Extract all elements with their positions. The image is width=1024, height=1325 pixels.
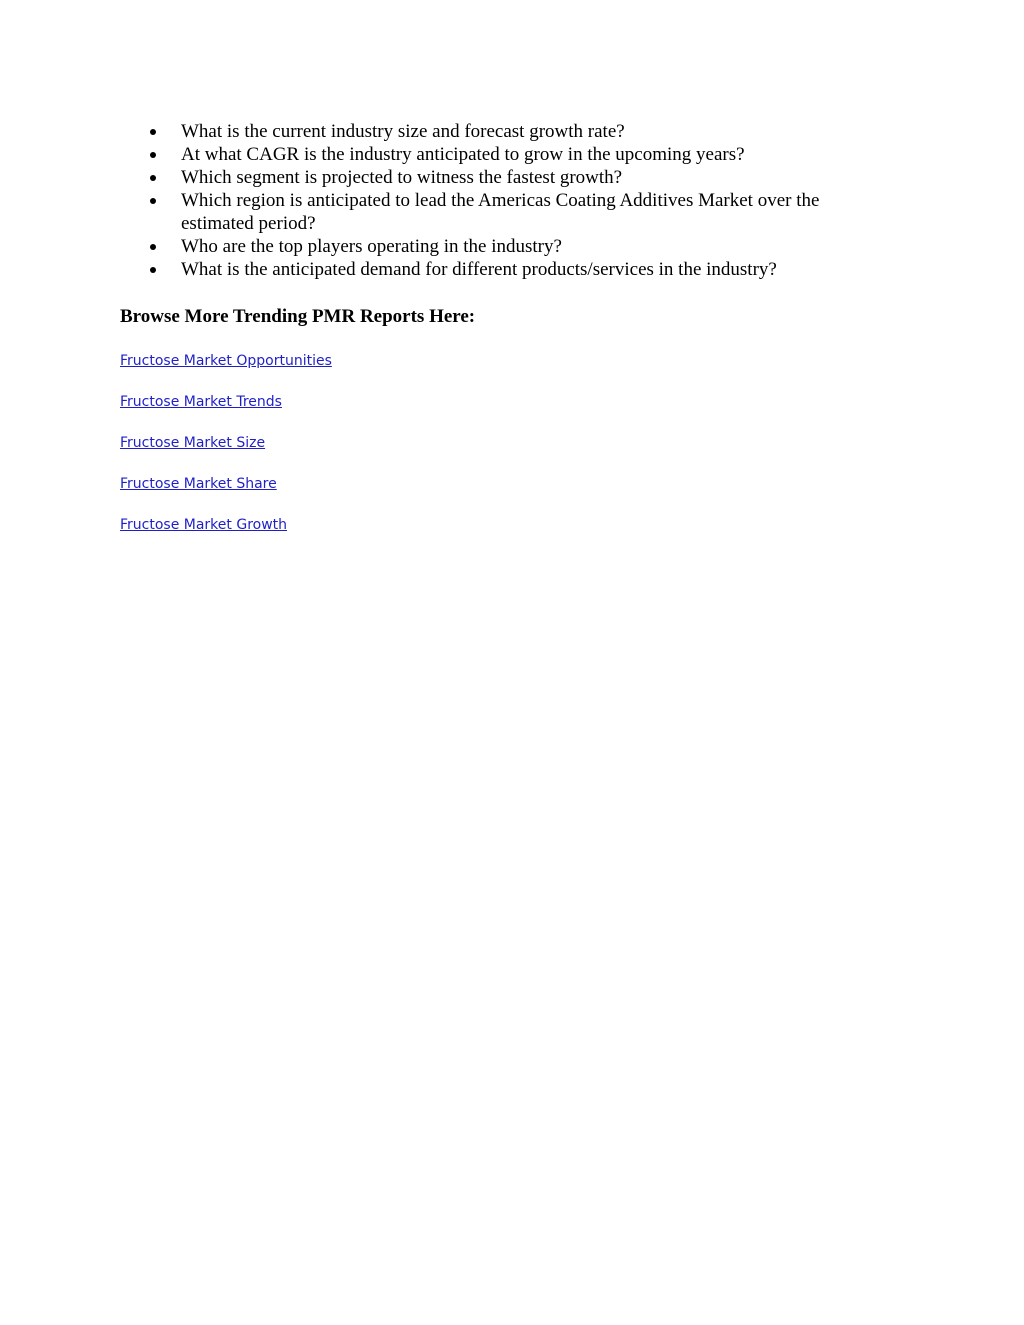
section-heading: Browse More Trending PMR Reports Here: bbox=[120, 306, 476, 327]
bullet-icon bbox=[150, 175, 156, 181]
list-item-text: Which region is anticipated to lead the Americas Coating Additives Market over the estimated period? bbox=[181, 190, 820, 234]
bullet-icon bbox=[150, 152, 156, 158]
list-item bbox=[150, 166, 870, 189]
list-item bbox=[150, 143, 870, 166]
bullet-icon bbox=[150, 129, 156, 135]
list-item bbox=[150, 189, 870, 235]
link-fructose-market-growth[interactable]: Fructose Market Growth bbox=[120, 517, 288, 533]
list-item bbox=[150, 120, 870, 143]
list-item bbox=[150, 258, 870, 281]
list-item-text: Which segment is projected to witness the fastest growth? bbox=[181, 167, 623, 188]
list-item bbox=[150, 235, 870, 258]
bullet-icon bbox=[150, 198, 156, 204]
link-fructose-market-trends[interactable]: Fructose Market Trends bbox=[120, 394, 282, 410]
list-item bbox=[120, 392, 332, 433]
list-item bbox=[120, 515, 332, 556]
list-item bbox=[120, 474, 332, 515]
list-item bbox=[120, 433, 332, 474]
question-list bbox=[150, 120, 870, 281]
report-links-list bbox=[120, 351, 332, 556]
bullet-icon bbox=[150, 244, 156, 250]
list-item-text: What is the anticipated demand for different products/services in the industry? bbox=[181, 259, 777, 280]
link-fructose-market-share[interactable]: Fructose Market Share bbox=[120, 476, 277, 492]
list-item-text: What is the current industry size and forecast growth rate? bbox=[181, 121, 625, 142]
list-item bbox=[120, 351, 332, 392]
bullet-icon bbox=[150, 267, 156, 273]
list-item-text: Who are the top players operating in the industry? bbox=[181, 236, 562, 257]
list-item-text: At what CAGR is the industry anticipated to grow in the upcoming years? bbox=[181, 144, 745, 165]
link-fructose-market-size[interactable]: Fructose Market Size bbox=[120, 435, 266, 451]
link-fructose-market-opportunities[interactable]: Fructose Market Opportunities bbox=[120, 353, 332, 369]
